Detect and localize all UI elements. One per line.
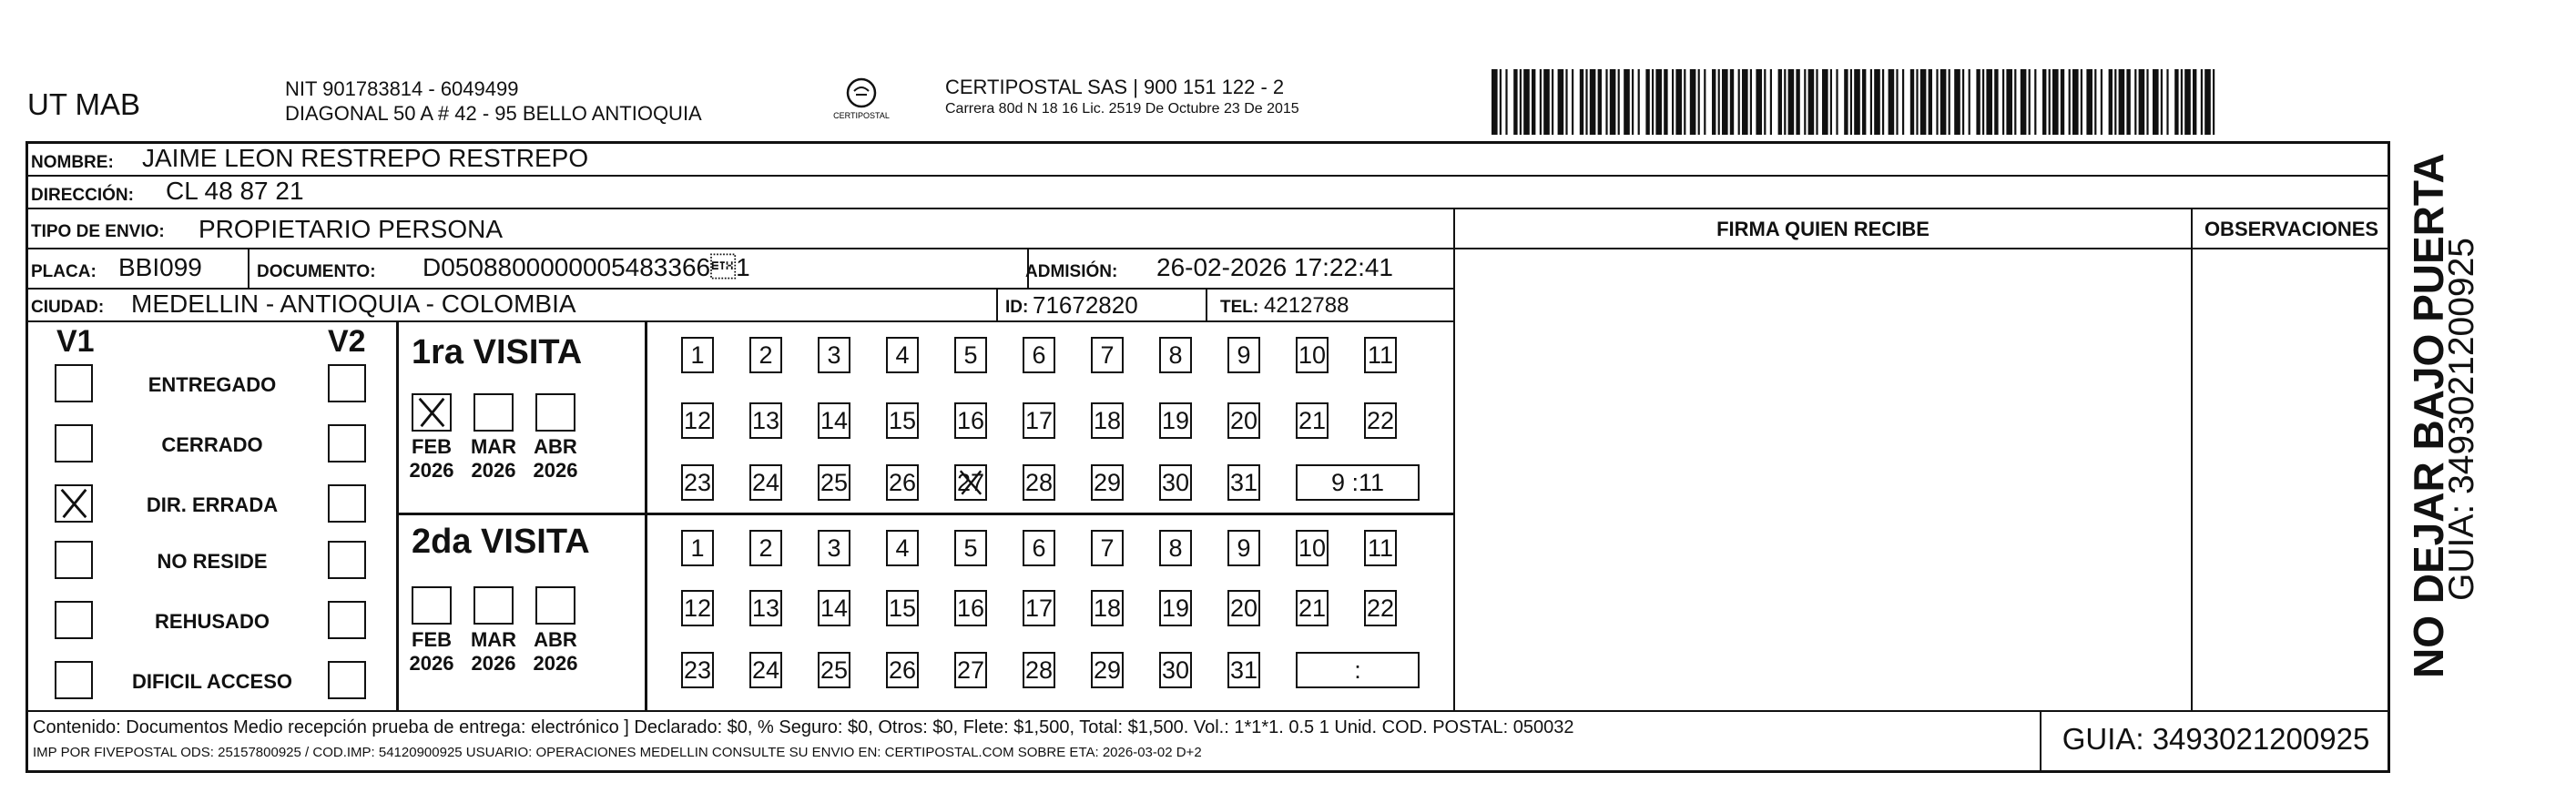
barcode-bar: [2119, 69, 2125, 135]
barcode-bar: [1784, 69, 1786, 135]
footer: [25, 710, 2390, 773]
month-label: ABR 2026: [533, 628, 578, 675]
company-name: CERTIPOSTAL SAS | 900 151 122 - 2: [945, 76, 1285, 98]
v1-checkbox-5[interactable]: [55, 661, 93, 699]
barcode-bar: [2193, 69, 2196, 135]
barcode-bar: [1796, 69, 1799, 135]
v1-checkbox-1[interactable]: [55, 424, 93, 462]
day-box-5[interactable]: 5: [954, 530, 987, 566]
barcode-bar: [1764, 69, 1766, 135]
barcode-bar: [1962, 69, 1964, 135]
barcode-bar: [1936, 69, 1938, 135]
footer-line1: Contenido: Documentos Medio recepción prueba de entrega: electrónico ] Declarado: $0, % Seguro: $0, Otros: $0, Flete: $1,500, Total: $1,500. Vol.: 1*1*1. 0.5 1 Unid. COD. POSTAL: 050032: [33, 717, 1574, 737]
barcode-bar: [2146, 69, 2148, 135]
barcode-bar: [1822, 69, 1828, 135]
day-box-8[interactable]: 8: [1159, 337, 1192, 373]
placa-value: BBI099: [118, 253, 202, 281]
barcode-bar: [2061, 69, 2064, 135]
v1-checkbox-0[interactable]: [55, 364, 93, 402]
documento-label: DOCUMENTO:: [257, 262, 376, 281]
certipostal-logo: [820, 76, 903, 126]
barcode-bar: [1982, 69, 1984, 135]
nombre-value: JAIME LEON RESTREPO RESTREPO: [142, 144, 589, 172]
day-box-3[interactable]: 3: [818, 530, 850, 566]
barcode-bar: [2134, 69, 2136, 135]
day-box-24[interactable]: 24: [749, 652, 782, 688]
barcode-bar: [1624, 69, 1630, 135]
day-box-18[interactable]: 18: [1091, 590, 1124, 626]
status-block: [25, 322, 399, 710]
barcode-bar: [2201, 69, 2203, 135]
barcode-bar: [1920, 69, 1927, 135]
barcode-bar: [1610, 69, 1616, 135]
row-nombre: [25, 144, 2390, 177]
day-box-27[interactable]: 27: [954, 652, 987, 688]
day-box-17[interactable]: 17: [1023, 590, 1055, 626]
barcode-bar: [1844, 69, 1848, 135]
id-label: ID:: [1005, 298, 1029, 317]
barcode-bar: [1698, 69, 1700, 135]
v2-checkbox-0[interactable]: [328, 364, 366, 402]
barcode-bar: [1788, 69, 1795, 135]
day-box-5[interactable]: 5: [954, 337, 987, 373]
day-box-22[interactable]: 22: [1364, 402, 1397, 439]
barcode-bar: [2072, 69, 2079, 135]
direccion-label: DIRECCIÓN:: [31, 186, 134, 205]
day-box-10[interactable]: 10: [1296, 530, 1329, 566]
day-box-31[interactable]: 31: [1227, 464, 1260, 501]
day-box-17[interactable]: 17: [1023, 402, 1055, 439]
day-box-10[interactable]: 10: [1296, 337, 1329, 373]
barcode-bar: [2002, 69, 2004, 135]
side-guia: GUIA: 3493021200925: [2442, 238, 2481, 601]
time-box[interactable]: :: [1296, 652, 1420, 688]
barcode-bar: [1808, 69, 1815, 135]
second-visit-title: 2da VISITA: [412, 523, 590, 561]
row-ciudad: [25, 290, 1455, 322]
day-box-20[interactable]: 20: [1227, 402, 1260, 439]
barcode-bar: [1540, 69, 1542, 135]
day-box-23[interactable]: 23: [681, 652, 714, 688]
barcode-bar: [1836, 69, 1838, 135]
side-warning: NO DEJAR BAJO PUERTA: [2405, 153, 2452, 678]
barcode-bar: [1730, 69, 1734, 135]
day-box-12[interactable]: 12: [681, 590, 714, 626]
row-tipo: [25, 209, 1455, 249]
day-box-30[interactable]: 30: [1159, 464, 1192, 501]
barcode-bar: [1874, 69, 1880, 135]
observaciones-header: OBSERVACIONES: [2193, 209, 2390, 249]
day-box-19[interactable]: 19: [1159, 590, 1192, 626]
barcode-bar: [1672, 69, 1674, 135]
barcode-bar: [1500, 69, 1502, 135]
barcode-bar: [2029, 69, 2031, 135]
day-box-11[interactable]: 11: [1364, 337, 1397, 373]
barcode-bar: [1704, 69, 1705, 135]
month-box-mar[interactable]: [473, 586, 514, 625]
day-box-15[interactable]: 15: [886, 590, 919, 626]
day-box-7[interactable]: 7: [1091, 337, 1124, 373]
barcode-bar: [1750, 69, 1752, 135]
barcode-bar: [1910, 69, 1914, 135]
month-box-feb[interactable]: [412, 393, 452, 432]
barcode-bar: [1638, 69, 1640, 135]
barcode-bar: [2006, 69, 2012, 135]
barcode-bar: [2174, 69, 2178, 135]
day-box-7[interactable]: 7: [1091, 530, 1124, 566]
v1-checkbox-4[interactable]: [55, 601, 93, 639]
barcode-bar: [1722, 69, 1728, 135]
barcode-bar: [1954, 69, 1960, 135]
barcode-bar: [2081, 69, 2082, 135]
barcode-bar: [2161, 69, 2163, 135]
day-box-29[interactable]: 29: [1091, 652, 1124, 688]
v2-checkbox-3[interactable]: [328, 541, 366, 579]
day-box-24[interactable]: 24: [749, 464, 782, 501]
day-box-12[interactable]: 12: [681, 402, 714, 439]
sender-address: DIAGONAL 50 A # 42 - 95 BELLO ANTIOQUIA: [285, 102, 702, 125]
logo-text: CERTIPOSTAL: [833, 111, 890, 120]
barcode-bar: [2109, 69, 2113, 135]
tel-label: TEL:: [1220, 298, 1259, 317]
barcode-bar: [2094, 69, 2096, 135]
nombre-label: NOMBRE:: [31, 153, 114, 172]
month-box-abr[interactable]: [535, 586, 575, 625]
barcode-bar: [1684, 69, 1685, 135]
barcode-bar: [1850, 69, 1852, 135]
status-option-label: ENTREGADO: [148, 373, 277, 396]
row-placa: [25, 249, 1455, 290]
day-box-22[interactable]: 22: [1364, 590, 1397, 626]
second-visit-block: [399, 515, 1455, 710]
ciudad-label: CIUDAD:: [31, 298, 105, 317]
barcode-bar: [1830, 69, 1832, 135]
company-license: Carrera 80d N 18 16 Lic. 2519 De Octubre 23 De 2015: [945, 101, 1299, 117]
barcode-bar: [1664, 69, 1667, 135]
barcode-bar: [1718, 69, 1720, 135]
barcode-bar: [1523, 69, 1530, 135]
barcode-bar: [2153, 69, 2159, 135]
barcode-bar: [1742, 69, 1748, 135]
month-label: FEB 2026: [409, 435, 454, 482]
v2-checkbox-2[interactable]: [328, 484, 366, 523]
barcode-bar: [1605, 69, 1607, 135]
barcode-bar: [2184, 69, 2191, 135]
time-box[interactable]: 9 :11: [1296, 464, 1420, 501]
day-box-14[interactable]: 14: [818, 590, 850, 626]
firma-area[interactable]: [1455, 249, 2193, 710]
barcode-bar: [2181, 69, 2183, 135]
day-box-20[interactable]: 20: [1227, 590, 1260, 626]
sender-nit: NIT 901783814 - 6049499: [285, 77, 519, 100]
barcode-bar: [1565, 69, 1567, 135]
barcode-bar: [1675, 69, 1682, 135]
direccion-value: CL 48 87 21: [166, 177, 304, 205]
day-box-1[interactable]: 1: [681, 337, 714, 373]
barcode-bar: [1558, 69, 1564, 135]
day-box-16[interactable]: 16: [954, 402, 987, 439]
day-box-18[interactable]: 18: [1091, 402, 1124, 439]
day-box-21[interactable]: 21: [1296, 590, 1329, 626]
barcode-bar: [2034, 69, 2036, 135]
barcode-bar: [1655, 69, 1662, 135]
barcode-bar: [1580, 69, 1583, 135]
barcode-bar: [1816, 69, 1817, 135]
day-box-31[interactable]: 31: [1227, 652, 1260, 688]
barcode-bar: [1770, 69, 1772, 135]
month-label: ABR 2026: [533, 435, 578, 482]
v1-checkbox-3[interactable]: [55, 541, 93, 579]
barcode-bar: [1896, 69, 1898, 135]
barcode-bar: [1902, 69, 1904, 135]
barcode-bar: [1598, 69, 1602, 135]
barcode-bar: [1854, 69, 1860, 135]
sender-info: [285, 76, 702, 126]
v1-header: V1: [56, 324, 95, 359]
barcode-bar: [1712, 69, 1716, 135]
barcode-bar: [1645, 69, 1649, 135]
barcode-bar: [1976, 69, 1980, 135]
admision-value: 26-02-2026 17:22:41: [1156, 253, 1393, 281]
day-box-13[interactable]: 13: [749, 590, 782, 626]
barcode-bar: [1552, 69, 1553, 135]
barcode-bar: [1532, 69, 1535, 135]
day-box-26[interactable]: 26: [886, 464, 919, 501]
barcode-bar: [2101, 69, 2103, 135]
day-box-19[interactable]: 19: [1159, 402, 1192, 439]
tel-value: 4212788: [1264, 293, 1349, 318]
first-visit-title: 1ra VISITA: [412, 333, 583, 371]
barcode-bar: [1949, 69, 1950, 135]
barcode-bar: [1505, 69, 1507, 135]
month-label: FEB 2026: [409, 628, 454, 675]
barcode-bar: [1652, 69, 1654, 135]
footer-guia: GUIA: 3493021200925: [2040, 712, 2390, 773]
barcode-bar: [1756, 69, 1762, 135]
day-box-9[interactable]: 9: [1227, 337, 1260, 373]
day-box-25[interactable]: 25: [818, 652, 850, 688]
day-box-28[interactable]: 28: [1023, 652, 1055, 688]
day-box-4[interactable]: 4: [886, 337, 919, 373]
barcode-bar: [1778, 69, 1782, 135]
day-box-6[interactable]: 6: [1023, 530, 1055, 566]
month-label: MAR 2026: [470, 435, 517, 482]
day-box-14[interactable]: 14: [818, 402, 850, 439]
barcode-bar: [1543, 69, 1550, 135]
barcode-bar: [1572, 69, 1573, 135]
day-box-30[interactable]: 30: [1159, 652, 1192, 688]
day-box-21[interactable]: 21: [1296, 402, 1329, 439]
day-box-16[interactable]: 16: [954, 590, 987, 626]
barcode-bar: [1520, 69, 1522, 135]
barcode-bar: [1632, 69, 1634, 135]
barcode-bar: [1916, 69, 1918, 135]
barcode-bar: [2126, 69, 2130, 135]
ciudad-value: MEDELLIN - ANTIOQUIA - COLOMBIA: [131, 290, 576, 318]
month-box-mar[interactable]: [473, 393, 514, 432]
day-box-13[interactable]: 13: [749, 402, 782, 439]
barcode-bar: [1929, 69, 1932, 135]
barcode-bar: [1513, 69, 1517, 135]
barcode-bar: [1738, 69, 1740, 135]
observaciones-area[interactable]: [2193, 249, 2390, 710]
v2-header: V2: [328, 324, 366, 359]
documento-value: D05088000000054833661: [423, 253, 750, 281]
status-option-label: NO RESIDE: [157, 550, 268, 573]
day-box-3[interactable]: 3: [818, 337, 850, 373]
status-option-label: DIFICIL ACCESO: [131, 670, 292, 693]
footer-line2: IMP POR FIVEPOSTAL ODS: 25157800925 / COD.IMP: 54120900925 USUARIO: OPERACIONES MEDELLIN CONSULTE SU ENVIO EN: CERTIPOSTAL.COM SOBRE ETA: 2026-03-02 D+2: [33, 745, 1202, 760]
day-box-28[interactable]: 28: [1023, 464, 1055, 501]
barcode-bar: [1870, 69, 1872, 135]
barcode-bar: [2139, 69, 2145, 135]
status-option-label: DIR. ERRADA: [146, 493, 279, 516]
day-box-25[interactable]: 25: [818, 464, 850, 501]
barcode-bar: [1882, 69, 1884, 135]
barcode-bar: [1986, 69, 1992, 135]
v2-checkbox-4[interactable]: [328, 601, 366, 639]
barcode-bar: [2052, 69, 2059, 135]
tipo-label: TIPO DE ENVIO:: [31, 222, 165, 241]
barcode-bar: [1804, 69, 1806, 135]
placa-label: PLACA:: [31, 262, 97, 281]
day-box-26[interactable]: 26: [886, 652, 919, 688]
barcode-bar: [2021, 69, 2027, 135]
day-box-2[interactable]: 2: [749, 337, 782, 373]
status-option-label: REHUSADO: [155, 610, 270, 633]
barcode-bar: [1590, 69, 1596, 135]
day-box-15[interactable]: 15: [886, 402, 919, 439]
first-visit-block: [399, 322, 1455, 515]
barcode-bar: [2204, 69, 2211, 135]
tipo-value: PROPIETARIO PERSONA: [199, 215, 503, 243]
company-info: [945, 76, 1299, 120]
barcode-bar: [1862, 69, 1866, 135]
barcode-bar: [2086, 69, 2092, 135]
day-box-9[interactable]: 9: [1227, 530, 1260, 566]
barcode-bar: [2049, 69, 2051, 135]
barcode-bar: [2042, 69, 2046, 135]
barcode-bar: [2114, 69, 2116, 135]
day-box-4[interactable]: 4: [886, 530, 919, 566]
barcode-bar: [1690, 69, 1696, 135]
day-box-27[interactable]: 27: [954, 464, 987, 501]
month-box-abr[interactable]: [535, 393, 575, 432]
barcode: [1492, 69, 2215, 135]
day-box-8[interactable]: 8: [1159, 530, 1192, 566]
barcode-bar: [2069, 69, 2071, 135]
barcode-bar: [2166, 69, 2168, 135]
status-option-label: CERRADO: [161, 433, 263, 456]
barcode-bar: [2014, 69, 2016, 135]
visit-divider-2: [645, 515, 647, 710]
barcode-bar: [1969, 69, 1970, 135]
barcode-bar: [1618, 69, 1620, 135]
v2-checkbox-1[interactable]: [328, 424, 366, 462]
sender-name: UT MAB: [27, 87, 141, 121]
v1-checkbox-2[interactable]: [55, 484, 93, 523]
id-value: 71672820: [1033, 291, 1138, 319]
barcode-bar: [2213, 69, 2215, 135]
barcode-bar: [1585, 69, 1587, 135]
day-box-1[interactable]: 1: [681, 530, 714, 566]
day-box-6[interactable]: 6: [1023, 337, 1055, 373]
day-box-11[interactable]: 11: [1364, 530, 1397, 566]
barcode-bar: [1994, 69, 1998, 135]
admision-label: ADMISIÓN:: [1025, 262, 1118, 281]
day-box-29[interactable]: 29: [1091, 464, 1124, 501]
visit-divider: [645, 322, 647, 515]
barcode-bar: [1889, 69, 1895, 135]
v2-checkbox-5[interactable]: [328, 661, 366, 699]
barcode-bar: [1940, 69, 1947, 135]
day-box-2[interactable]: 2: [749, 530, 782, 566]
firma-header: FIRMA QUIEN RECIBE: [1455, 209, 2193, 249]
month-box-feb[interactable]: [412, 586, 452, 625]
row-direccion: [25, 177, 2390, 209]
month-label: MAR 2026: [470, 628, 517, 675]
barcode-bar: [1492, 69, 1498, 135]
day-box-23[interactable]: 23: [681, 464, 714, 501]
